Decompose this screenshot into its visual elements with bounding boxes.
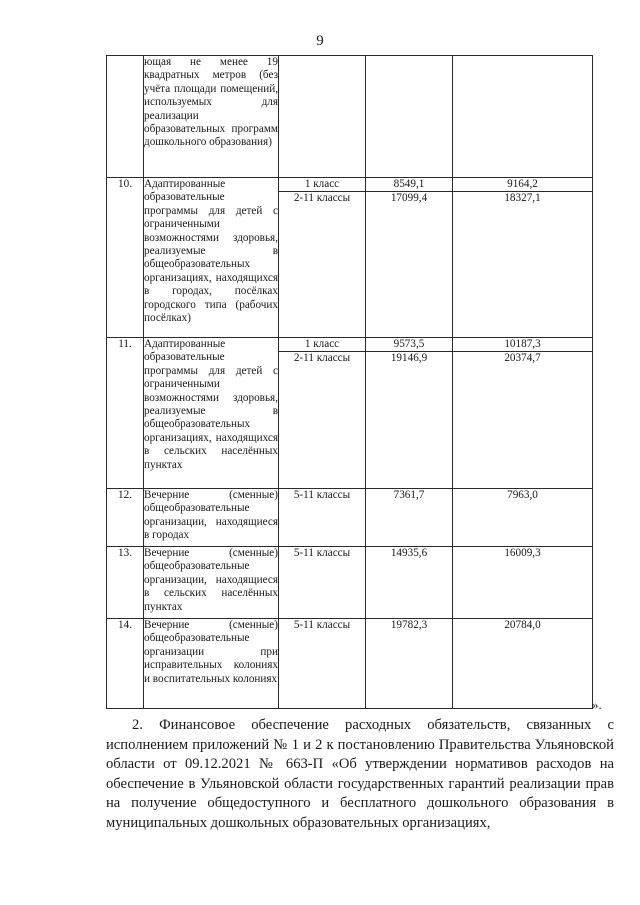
table-row bbox=[107, 56, 593, 178]
value1-cell: 8549,1 bbox=[393, 178, 425, 190]
table-row bbox=[107, 178, 593, 338]
class-cell: 5-11 классы bbox=[279, 489, 366, 547]
class-cell: 2-11 классы bbox=[279, 191, 365, 205]
class-cell: 1 класс bbox=[304, 178, 340, 190]
row-description: Адаптированные образовательные программы для детей с ограниченными возможностями здоровья, реализуемые в общеобразовательных организациях, находящихся в сельских населённых пунктах bbox=[144, 338, 279, 489]
row-description: Вечерние (сменные) общеобразовательные организации, находящиеся в городах bbox=[144, 489, 279, 547]
value1-cell: 19782,3 bbox=[366, 619, 453, 709]
value1-cell: 7361,7 bbox=[366, 489, 453, 547]
value2-cell: 20374,7 bbox=[453, 351, 592, 365]
row-number: 12. bbox=[107, 489, 144, 547]
row-description: ющая не менее 19 квадратных метров (без учёта площади помещений, используемых для реализации образовательных программ дошкольного образования) bbox=[144, 56, 279, 178]
value1-cell: 14935,6 bbox=[366, 547, 453, 619]
value1-cell: 19146,9 bbox=[366, 351, 452, 365]
class-cell: 5-11 классы bbox=[279, 547, 366, 619]
table-row bbox=[107, 338, 593, 489]
class-cell: 2-11 классы bbox=[279, 351, 365, 365]
value1-cell: 17099,4 bbox=[366, 191, 452, 205]
class-cell: 5-11 классы bbox=[279, 619, 366, 709]
row-number: 14. bbox=[107, 619, 144, 709]
value1-cell: 9573,5 bbox=[393, 338, 425, 350]
row-number: 10. bbox=[107, 178, 144, 338]
value2-cell: 16009,3 bbox=[453, 547, 593, 619]
page-number: 9 bbox=[316, 33, 324, 49]
value2-cell: 20784,0 bbox=[453, 619, 593, 709]
closing-quote: ». bbox=[592, 697, 602, 712]
table-row bbox=[107, 489, 593, 547]
row-description: Вечерние (сменные) общеобразовательные организации, находящиеся в сельских населённых пунктах bbox=[144, 547, 279, 619]
scan-artifacts bbox=[150, 873, 590, 893]
row-number: 13. bbox=[107, 547, 144, 619]
table-row bbox=[107, 619, 593, 709]
row-description: Вечерние (сменные) общеобразовательные организации при исправительных колониях и воспитательных колониях bbox=[144, 619, 279, 709]
body-paragraph: 2. Финансовое обеспечение расходных обязательств, связанных с исполнением приложений № 1 и 2 к постановлению Правительства Ульяновской области от 09.12.2021 № 663-П «Об утверждении нормативов расходов на обеспечение в Ульяновской области государственных гарантий реализации прав на получение общедоступного и бесплатного дошкольного образования в муниципальных дошкольных образовательных организациях, bbox=[106, 717, 614, 831]
value2-cell: 9164,2 bbox=[507, 178, 538, 190]
value2-cell: 10187,3 bbox=[504, 338, 541, 350]
normatives-table bbox=[106, 55, 593, 709]
value2-cell: 18327,1 bbox=[453, 191, 592, 205]
class-cell: 1 класс bbox=[304, 338, 340, 350]
row-description: Адаптированные образовательные программы для детей с ограниченными возможностями здоровья, реализуемые в общеобразовательных организациях, находящихся в городах, посёлках городского типа (рабочих посёлках) bbox=[144, 178, 279, 338]
table-row bbox=[107, 547, 593, 619]
value2-cell: 7963,0 bbox=[453, 489, 593, 547]
row-number: 11. bbox=[107, 338, 144, 489]
